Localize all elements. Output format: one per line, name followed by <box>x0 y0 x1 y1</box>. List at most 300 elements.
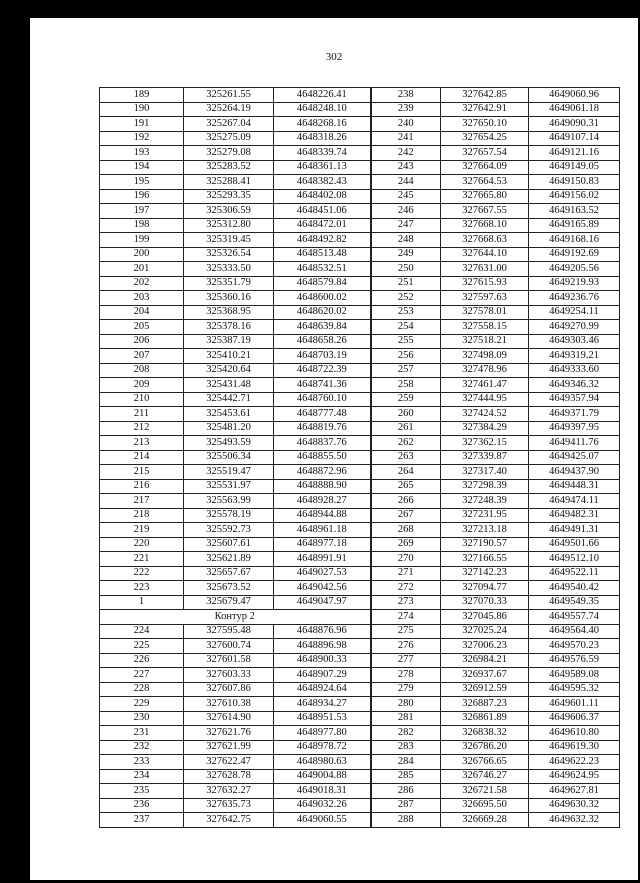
point-number-cell: 263 <box>371 450 441 465</box>
y-coordinate-cell: 4648980.63 <box>274 755 371 770</box>
point-number-cell: 221 <box>100 552 184 567</box>
y-coordinate-cell: 4648579.84 <box>274 276 371 291</box>
point-number-cell: 259 <box>371 392 441 407</box>
table-row <box>100 711 620 726</box>
x-coordinate-cell: 327601.58 <box>184 653 274 668</box>
x-coordinate-cell: 325578.19 <box>184 508 274 523</box>
point-number-cell: 222 <box>100 566 184 581</box>
point-number-cell: 260 <box>371 407 441 422</box>
y-coordinate-cell: 4649018.31 <box>274 784 371 799</box>
x-coordinate-cell: 327615.93 <box>441 276 529 291</box>
point-number-cell: 237 <box>100 813 184 828</box>
x-coordinate-cell: 327610.38 <box>184 697 274 712</box>
point-number-cell: 196 <box>100 189 184 204</box>
table-row <box>100 450 620 465</box>
y-coordinate-cell: 4648339.74 <box>274 146 371 161</box>
table-row <box>100 552 620 567</box>
x-coordinate-cell: 327657.54 <box>441 146 529 161</box>
y-coordinate-cell: 4648977.18 <box>274 537 371 552</box>
x-coordinate-cell: 325333.50 <box>184 262 274 277</box>
x-coordinate-cell: 325378.16 <box>184 320 274 335</box>
point-number-cell: 238 <box>371 88 441 103</box>
x-coordinate-cell: 327607.86 <box>184 682 274 697</box>
table-row <box>100 726 620 741</box>
point-number-cell: 213 <box>100 436 184 451</box>
table-row <box>100 668 620 683</box>
x-coordinate-cell: 327339.87 <box>441 450 529 465</box>
table-row <box>100 421 620 436</box>
x-coordinate-cell: 325531.97 <box>184 479 274 494</box>
x-coordinate-cell: 327668.10 <box>441 218 529 233</box>
x-coordinate-cell: 327006.23 <box>441 639 529 654</box>
x-coordinate-cell: 326766.65 <box>441 755 529 770</box>
table-row <box>100 697 620 712</box>
x-coordinate-cell: 325368.95 <box>184 305 274 320</box>
y-coordinate-cell: 4649411.76 <box>529 436 620 451</box>
y-coordinate-cell: 4649156.02 <box>529 189 620 204</box>
y-coordinate-cell: 4649163.52 <box>529 204 620 219</box>
x-coordinate-cell: 325657.67 <box>184 566 274 581</box>
x-coordinate-cell: 327070.33 <box>441 595 529 610</box>
y-coordinate-cell: 4649121.16 <box>529 146 620 161</box>
point-number-cell: 277 <box>371 653 441 668</box>
y-coordinate-cell: 4648760.10 <box>274 392 371 407</box>
y-coordinate-cell: 4648944.88 <box>274 508 371 523</box>
x-coordinate-cell: 327578.01 <box>441 305 529 320</box>
y-coordinate-cell: 4649061.18 <box>529 102 620 117</box>
x-coordinate-cell: 326984.21 <box>441 653 529 668</box>
point-number-cell: 272 <box>371 581 441 596</box>
point-number-cell: 205 <box>100 320 184 335</box>
point-number-cell: 202 <box>100 276 184 291</box>
y-coordinate-cell: 4649236.76 <box>529 291 620 306</box>
y-coordinate-cell: 4649047.97 <box>274 595 371 610</box>
x-coordinate-cell: 327025.24 <box>441 624 529 639</box>
point-number-cell: 281 <box>371 711 441 726</box>
point-number-cell: 265 <box>371 479 441 494</box>
y-coordinate-cell: 4649437.90 <box>529 465 620 480</box>
x-coordinate-cell: 325442.71 <box>184 392 274 407</box>
point-number-cell: 274 <box>371 610 441 625</box>
x-coordinate-cell: 327631.00 <box>441 262 529 277</box>
x-coordinate-cell: 327664.09 <box>441 160 529 175</box>
x-coordinate-cell: 327654.25 <box>441 131 529 146</box>
y-coordinate-cell: 4648722.39 <box>274 363 371 378</box>
point-number-cell: 236 <box>100 798 184 813</box>
y-coordinate-cell: 4649512.10 <box>529 552 620 567</box>
point-number-cell: 1 <box>100 595 184 610</box>
point-number-cell: 189 <box>100 88 184 103</box>
x-coordinate-cell: 326838.32 <box>441 726 529 741</box>
y-coordinate-cell: 4649165.89 <box>529 218 620 233</box>
point-number-cell: 282 <box>371 726 441 741</box>
point-number-cell: 226 <box>100 653 184 668</box>
point-number-cell: 248 <box>371 233 441 248</box>
y-coordinate-cell: 4649060.55 <box>274 813 371 828</box>
point-number-cell: 210 <box>100 392 184 407</box>
y-coordinate-cell: 4649564.40 <box>529 624 620 639</box>
table-row <box>100 610 620 625</box>
x-coordinate-cell: 325319.45 <box>184 233 274 248</box>
table-row <box>100 581 620 596</box>
y-coordinate-cell: 4649540.42 <box>529 581 620 596</box>
y-coordinate-cell: 4649371.79 <box>529 407 620 422</box>
table-row <box>100 494 620 509</box>
x-coordinate-cell: 326746.27 <box>441 769 529 784</box>
x-coordinate-cell: 327595.48 <box>184 624 274 639</box>
x-coordinate-cell: 325453.61 <box>184 407 274 422</box>
x-coordinate-cell: 325267.04 <box>184 117 274 132</box>
x-coordinate-cell: 325326.54 <box>184 247 274 262</box>
point-number-cell: 225 <box>100 639 184 654</box>
x-coordinate-cell: 326887.23 <box>441 697 529 712</box>
x-coordinate-cell: 326912.59 <box>441 682 529 697</box>
y-coordinate-cell: 4649319.21 <box>529 349 620 364</box>
point-number-cell: 228 <box>100 682 184 697</box>
x-coordinate-cell: 327444.95 <box>441 392 529 407</box>
point-number-cell: 266 <box>371 494 441 509</box>
table-row <box>100 320 620 335</box>
y-coordinate-cell: 4649270.99 <box>529 320 620 335</box>
y-coordinate-cell: 4648907.29 <box>274 668 371 683</box>
y-coordinate-cell: 4649032.26 <box>274 798 371 813</box>
point-number-cell: 191 <box>100 117 184 132</box>
point-number-cell: 283 <box>371 740 441 755</box>
y-coordinate-cell: 4649060.96 <box>529 88 620 103</box>
y-coordinate-cell: 4649610.80 <box>529 726 620 741</box>
table-row <box>100 508 620 523</box>
y-coordinate-cell: 4649624.95 <box>529 769 620 784</box>
x-coordinate-cell: 325592.73 <box>184 523 274 538</box>
table-row <box>100 653 620 668</box>
x-coordinate-cell: 325264.19 <box>184 102 274 117</box>
y-coordinate-cell: 4648600.02 <box>274 291 371 306</box>
y-coordinate-cell: 4648620.02 <box>274 305 371 320</box>
point-number-cell: 233 <box>100 755 184 770</box>
table-row <box>100 813 620 828</box>
point-number-cell: 198 <box>100 218 184 233</box>
point-number-cell: 268 <box>371 523 441 538</box>
y-coordinate-cell: 4648318.26 <box>274 131 371 146</box>
y-coordinate-cell: 4648951.53 <box>274 711 371 726</box>
table-row <box>100 189 620 204</box>
x-coordinate-cell: 325420.64 <box>184 363 274 378</box>
x-coordinate-cell: 325410.21 <box>184 349 274 364</box>
point-number-cell: 224 <box>100 624 184 639</box>
point-number-cell: 217 <box>100 494 184 509</box>
x-coordinate-cell: 327213.18 <box>441 523 529 538</box>
table-row <box>100 378 620 393</box>
point-number-cell: 192 <box>100 131 184 146</box>
point-number-cell: 255 <box>371 334 441 349</box>
table-row <box>100 131 620 146</box>
point-number-cell: 219 <box>100 523 184 538</box>
y-coordinate-cell: 4649589.08 <box>529 668 620 683</box>
x-coordinate-cell: 327045.86 <box>441 610 529 625</box>
y-coordinate-cell: 4649150.83 <box>529 175 620 190</box>
point-number-cell: 269 <box>371 537 441 552</box>
y-coordinate-cell: 4649619.30 <box>529 740 620 755</box>
x-coordinate-cell: 327603.33 <box>184 668 274 683</box>
point-number-cell: 197 <box>100 204 184 219</box>
x-coordinate-cell: 325283.52 <box>184 160 274 175</box>
x-coordinate-cell: 327518.21 <box>441 334 529 349</box>
x-coordinate-cell: 327362.15 <box>441 436 529 451</box>
table-row <box>100 175 620 190</box>
y-coordinate-cell: 4649027.53 <box>274 566 371 581</box>
y-coordinate-cell: 4649333.60 <box>529 363 620 378</box>
x-coordinate-cell: 327642.91 <box>441 102 529 117</box>
x-coordinate-cell: 325621.89 <box>184 552 274 567</box>
x-coordinate-cell: 327094.77 <box>441 581 529 596</box>
x-coordinate-cell: 327644.10 <box>441 247 529 262</box>
point-number-cell: 286 <box>371 784 441 799</box>
point-number-cell: 203 <box>100 291 184 306</box>
x-coordinate-cell: 327317.40 <box>441 465 529 480</box>
point-number-cell: 267 <box>371 508 441 523</box>
point-number-cell: 190 <box>100 102 184 117</box>
point-number-cell: 250 <box>371 262 441 277</box>
point-number-cell: 201 <box>100 262 184 277</box>
point-number-cell: 194 <box>100 160 184 175</box>
point-number-cell: 262 <box>371 436 441 451</box>
y-coordinate-cell: 4649042.56 <box>274 581 371 596</box>
y-coordinate-cell: 4648978.72 <box>274 740 371 755</box>
x-coordinate-cell: 327667.55 <box>441 204 529 219</box>
table-row <box>100 117 620 132</box>
point-number-cell: 223 <box>100 581 184 596</box>
y-coordinate-cell: 4649425.07 <box>529 450 620 465</box>
x-coordinate-cell: 327642.85 <box>441 88 529 103</box>
y-coordinate-cell: 4649448.31 <box>529 479 620 494</box>
point-number-cell: 216 <box>100 479 184 494</box>
point-number-cell: 235 <box>100 784 184 799</box>
point-number-cell: 200 <box>100 247 184 262</box>
y-coordinate-cell: 4649501.66 <box>529 537 620 552</box>
point-number-cell: 251 <box>371 276 441 291</box>
y-coordinate-cell: 4649090.31 <box>529 117 620 132</box>
table-row <box>100 349 620 364</box>
y-coordinate-cell: 4648961.18 <box>274 523 371 538</box>
x-coordinate-cell: 327166.55 <box>441 552 529 567</box>
table-row <box>100 247 620 262</box>
y-coordinate-cell: 4649576.59 <box>529 653 620 668</box>
table-row <box>100 523 620 538</box>
table-row <box>100 784 620 799</box>
x-coordinate-cell: 327558.15 <box>441 320 529 335</box>
x-coordinate-cell: 327642.75 <box>184 813 274 828</box>
table-row <box>100 436 620 451</box>
y-coordinate-cell: 4649595.32 <box>529 682 620 697</box>
x-coordinate-cell: 327664.53 <box>441 175 529 190</box>
x-coordinate-cell: 327424.52 <box>441 407 529 422</box>
x-coordinate-cell: 325563.99 <box>184 494 274 509</box>
contour-label-cell: Контур 2 <box>100 610 371 625</box>
y-coordinate-cell: 4648819.76 <box>274 421 371 436</box>
y-coordinate-cell: 4649549.35 <box>529 595 620 610</box>
y-coordinate-cell: 4649254.11 <box>529 305 620 320</box>
y-coordinate-cell: 4649149.05 <box>529 160 620 175</box>
x-coordinate-cell: 326937.67 <box>441 668 529 683</box>
x-coordinate-cell: 327632.27 <box>184 784 274 799</box>
point-number-cell: 212 <box>100 421 184 436</box>
table-row <box>100 740 620 755</box>
y-coordinate-cell: 4648934.27 <box>274 697 371 712</box>
point-number-cell: 271 <box>371 566 441 581</box>
x-coordinate-cell: 327628.78 <box>184 769 274 784</box>
table-row <box>100 798 620 813</box>
y-coordinate-cell: 4648741.36 <box>274 378 371 393</box>
x-coordinate-cell: 325312.80 <box>184 218 274 233</box>
table-row <box>100 595 620 610</box>
point-number-cell: 218 <box>100 508 184 523</box>
table-row <box>100 233 620 248</box>
x-coordinate-cell: 325387.19 <box>184 334 274 349</box>
table-row <box>100 291 620 306</box>
y-coordinate-cell: 4648876.96 <box>274 624 371 639</box>
point-number-cell: 207 <box>100 349 184 364</box>
table-row <box>100 146 620 161</box>
y-coordinate-cell: 4649192.69 <box>529 247 620 262</box>
x-coordinate-cell: 325306.59 <box>184 204 274 219</box>
y-coordinate-cell: 4649168.16 <box>529 233 620 248</box>
y-coordinate-cell: 4649522.11 <box>529 566 620 581</box>
point-number-cell: 230 <box>100 711 184 726</box>
point-number-cell: 285 <box>371 769 441 784</box>
x-coordinate-cell: 325506.34 <box>184 450 274 465</box>
point-number-cell: 257 <box>371 363 441 378</box>
point-number-cell: 214 <box>100 450 184 465</box>
point-number-cell: 195 <box>100 175 184 190</box>
point-number-cell: 204 <box>100 305 184 320</box>
x-coordinate-cell: 325288.41 <box>184 175 274 190</box>
x-coordinate-cell: 326669.28 <box>441 813 529 828</box>
table-row <box>100 566 620 581</box>
y-coordinate-cell: 4648658.26 <box>274 334 371 349</box>
point-number-cell: 245 <box>371 189 441 204</box>
point-number-cell: 256 <box>371 349 441 364</box>
y-coordinate-cell: 4649474.11 <box>529 494 620 509</box>
x-coordinate-cell: 325607.61 <box>184 537 274 552</box>
y-coordinate-cell: 4648382.43 <box>274 175 371 190</box>
point-number-cell: 253 <box>371 305 441 320</box>
x-coordinate-cell: 327231.95 <box>441 508 529 523</box>
y-coordinate-cell: 4648928.27 <box>274 494 371 509</box>
y-coordinate-cell: 4648703.19 <box>274 349 371 364</box>
y-coordinate-cell: 4649491.31 <box>529 523 620 538</box>
y-coordinate-cell: 4648837.76 <box>274 436 371 451</box>
table-row <box>100 262 620 277</box>
y-coordinate-cell: 4649004.88 <box>274 769 371 784</box>
x-coordinate-cell: 326786.20 <box>441 740 529 755</box>
point-number-cell: 220 <box>100 537 184 552</box>
y-coordinate-cell: 4649570.23 <box>529 639 620 654</box>
x-coordinate-cell: 327622.47 <box>184 755 274 770</box>
point-number-cell: 252 <box>371 291 441 306</box>
x-coordinate-cell: 325360.16 <box>184 291 274 306</box>
point-number-cell: 234 <box>100 769 184 784</box>
y-coordinate-cell: 4648900.33 <box>274 653 371 668</box>
x-coordinate-cell: 327478.96 <box>441 363 529 378</box>
y-coordinate-cell: 4648777.48 <box>274 407 371 422</box>
y-coordinate-cell: 4648639.84 <box>274 320 371 335</box>
point-number-cell: 244 <box>371 175 441 190</box>
y-coordinate-cell: 4648492.82 <box>274 233 371 248</box>
point-number-cell: 241 <box>371 131 441 146</box>
y-coordinate-cell: 4648977.80 <box>274 726 371 741</box>
table-row <box>100 363 620 378</box>
table-row <box>100 624 620 639</box>
table-row <box>100 102 620 117</box>
table-row <box>100 204 620 219</box>
x-coordinate-cell: 327190.57 <box>441 537 529 552</box>
table-row <box>100 537 620 552</box>
x-coordinate-cell: 327298.39 <box>441 479 529 494</box>
point-number-cell: 199 <box>100 233 184 248</box>
x-coordinate-cell: 327650.10 <box>441 117 529 132</box>
point-number-cell: 208 <box>100 363 184 378</box>
x-coordinate-cell: 325351.79 <box>184 276 274 291</box>
x-coordinate-cell: 327621.99 <box>184 740 274 755</box>
y-coordinate-cell: 4649632.32 <box>529 813 620 828</box>
table-row <box>100 755 620 770</box>
y-coordinate-cell: 4648532.51 <box>274 262 371 277</box>
y-coordinate-cell: 4648872.96 <box>274 465 371 480</box>
x-coordinate-cell: 325481.20 <box>184 421 274 436</box>
y-coordinate-cell: 4649482.31 <box>529 508 620 523</box>
x-coordinate-cell: 325279.08 <box>184 146 274 161</box>
point-number-cell: 209 <box>100 378 184 393</box>
table-row <box>100 160 620 175</box>
table-row <box>100 769 620 784</box>
point-number-cell: 249 <box>371 247 441 262</box>
y-coordinate-cell: 4649557.74 <box>529 610 620 625</box>
table-row <box>100 334 620 349</box>
point-number-cell: 273 <box>371 595 441 610</box>
point-number-cell: 206 <box>100 334 184 349</box>
x-coordinate-cell: 326721.58 <box>441 784 529 799</box>
point-number-cell: 243 <box>371 160 441 175</box>
x-coordinate-cell: 325519.47 <box>184 465 274 480</box>
x-coordinate-cell: 325673.52 <box>184 581 274 596</box>
coordinates-table-body <box>100 88 620 828</box>
x-coordinate-cell: 326695.50 <box>441 798 529 813</box>
point-number-cell: 227 <box>100 668 184 683</box>
x-coordinate-cell: 326861.89 <box>441 711 529 726</box>
point-number-cell: 247 <box>371 218 441 233</box>
table-row <box>100 276 620 291</box>
point-number-cell: 240 <box>371 117 441 132</box>
point-number-cell: 276 <box>371 639 441 654</box>
point-number-cell: 193 <box>100 146 184 161</box>
y-coordinate-cell: 4649346.32 <box>529 378 620 393</box>
y-coordinate-cell: 4648451.06 <box>274 204 371 219</box>
table-row <box>100 479 620 494</box>
x-coordinate-cell: 325261.55 <box>184 88 274 103</box>
point-number-cell: 246 <box>371 204 441 219</box>
x-coordinate-cell: 325431.48 <box>184 378 274 393</box>
table-row <box>100 218 620 233</box>
x-coordinate-cell: 327621.76 <box>184 726 274 741</box>
y-coordinate-cell: 4648226.41 <box>274 88 371 103</box>
point-number-cell: 279 <box>371 682 441 697</box>
table-row <box>100 465 620 480</box>
y-coordinate-cell: 4649601.11 <box>529 697 620 712</box>
x-coordinate-cell: 327142.23 <box>441 566 529 581</box>
x-coordinate-cell: 325493.59 <box>184 436 274 451</box>
coordinates-table <box>99 87 620 828</box>
x-coordinate-cell: 327461.47 <box>441 378 529 393</box>
